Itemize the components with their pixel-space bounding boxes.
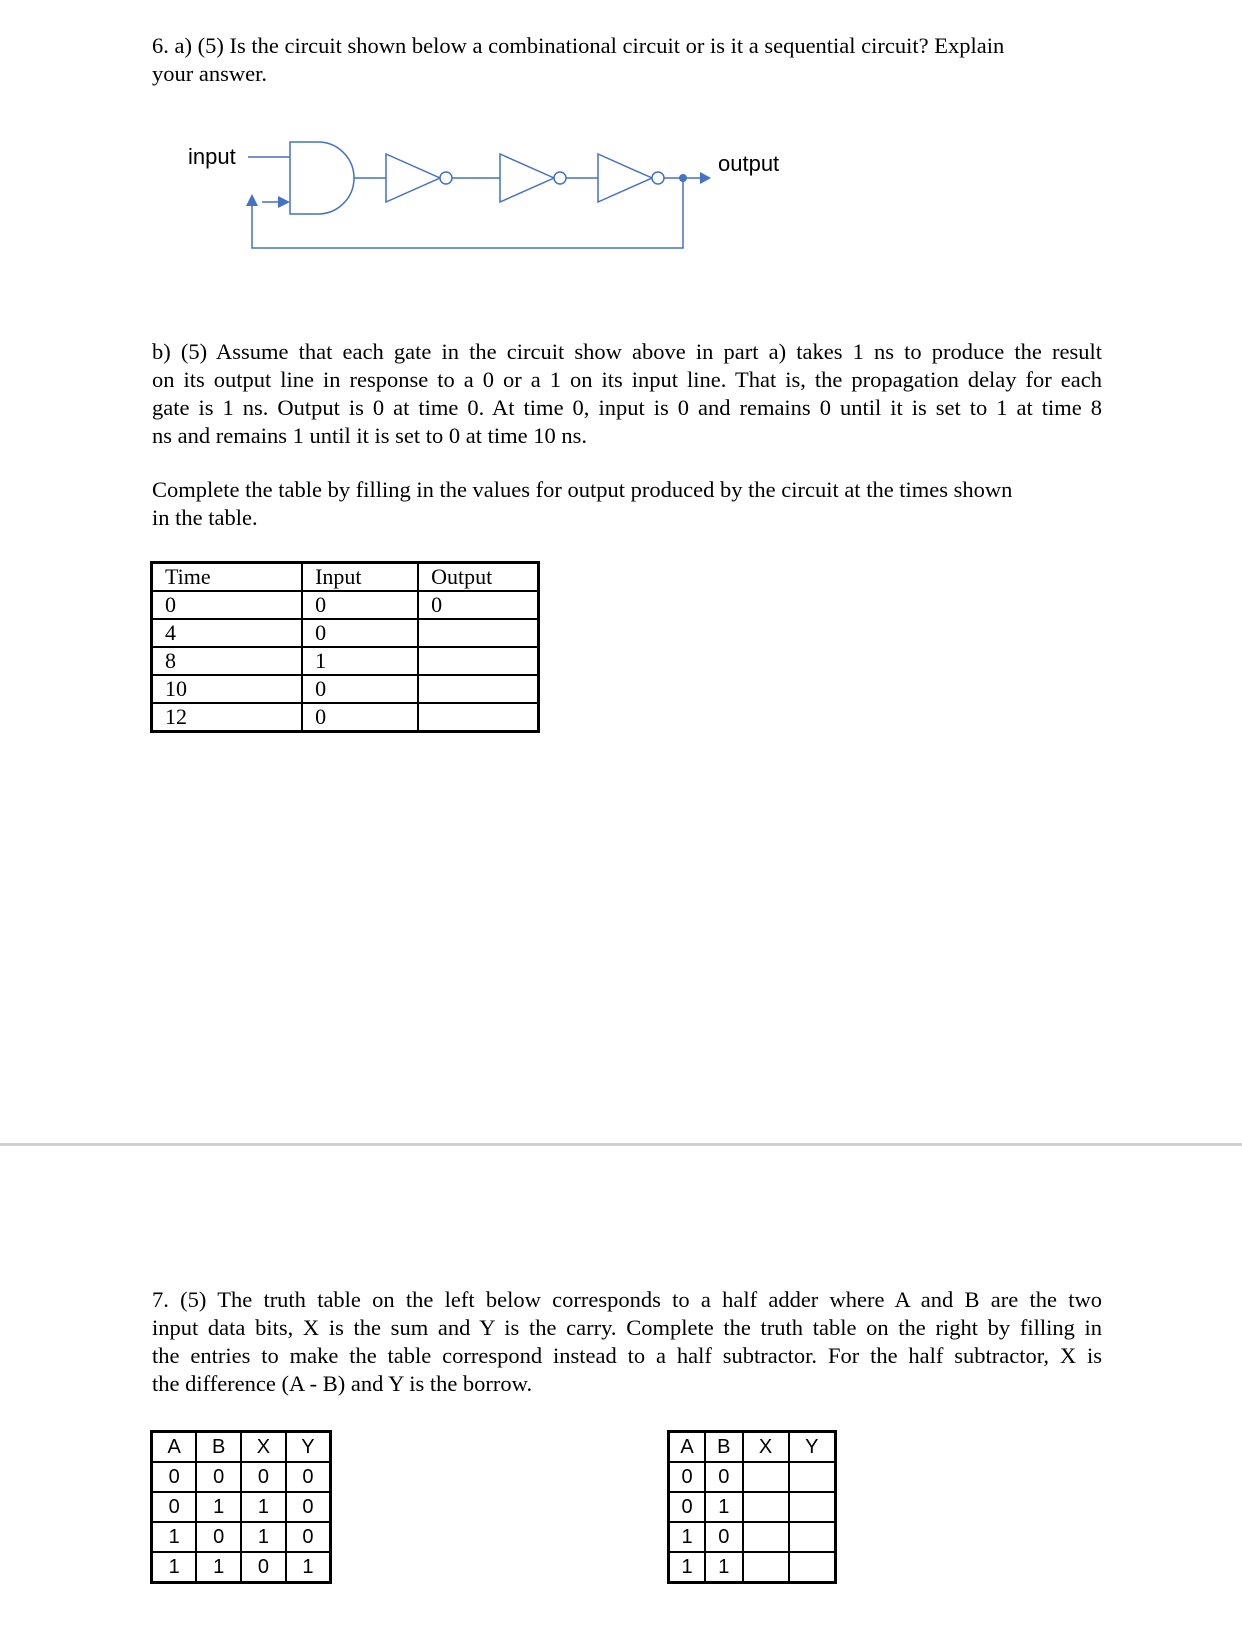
and-gate (290, 142, 354, 214)
table-header-row (152, 1432, 331, 1463)
header-time: Time (152, 563, 303, 592)
q6b-line-3: gate is 1 ns. Output is 0 at time 0. At time 0, input is 0 and remains 0 until it is set to 1 at time 8 (152, 395, 1102, 420)
y-cell: 0 (286, 1492, 331, 1522)
input-cell: 0 (302, 675, 418, 703)
x-cell[interactable] (743, 1462, 789, 1492)
table-row (152, 647, 539, 675)
x-cell[interactable] (743, 1552, 789, 1583)
y-cell[interactable] (789, 1552, 836, 1583)
not-gate-3 (598, 154, 664, 202)
a-cell: 0 (152, 1492, 197, 1522)
y-cell[interactable] (789, 1522, 836, 1552)
table-row (152, 675, 539, 703)
table-row (669, 1462, 836, 1492)
y-cell[interactable] (789, 1462, 836, 1492)
feedback-arrow-up-icon (246, 194, 258, 206)
page-divider (0, 1143, 1242, 1146)
header-b: B (705, 1432, 743, 1463)
x-cell: 0 (241, 1462, 286, 1492)
header-output: Output (418, 563, 538, 592)
output-cell[interactable] (418, 675, 538, 703)
q6a-line-2: your answer. (152, 61, 267, 86)
x-cell: 1 (241, 1492, 286, 1522)
output-cell[interactable]: 0 (418, 591, 538, 619)
b-cell: 1 (705, 1492, 743, 1522)
b-cell: 0 (196, 1522, 241, 1552)
table-row (152, 619, 539, 647)
q6b-text (152, 338, 1102, 450)
time-cell: 0 (152, 591, 303, 619)
input-cell: 0 (302, 703, 418, 732)
a-cell: 1 (152, 1522, 197, 1552)
y-cell[interactable] (789, 1492, 836, 1522)
x-cell: 0 (241, 1552, 286, 1583)
not-gate-2 (500, 154, 566, 202)
half-subtractor-table (667, 1430, 837, 1584)
time-cell: 10 (152, 675, 303, 703)
output-cell[interactable] (418, 647, 538, 675)
feedback-arrow-right-icon (278, 196, 290, 208)
b-cell: 1 (196, 1552, 241, 1583)
q6b-line-1: b) (5) Assume that each gate in the circuit show above in part a) takes 1 ns to produce the result (152, 339, 1102, 364)
timing-table (150, 561, 540, 733)
table-row (152, 703, 539, 732)
header-a: A (152, 1432, 197, 1463)
q7-text (152, 1286, 1102, 1398)
y-cell: 0 (286, 1462, 331, 1492)
b-cell: 1 (196, 1492, 241, 1522)
table-row (152, 1492, 331, 1522)
q6-complete-text (152, 476, 1102, 532)
y-cell: 1 (286, 1552, 331, 1583)
table-row (669, 1522, 836, 1552)
table-row (152, 591, 539, 619)
table-row (669, 1552, 836, 1583)
output-cell[interactable] (418, 703, 538, 732)
table-header-row (152, 563, 539, 592)
header-y: Y (789, 1432, 836, 1463)
header-input: Input (302, 563, 418, 592)
header-x: X (743, 1432, 789, 1463)
output-cell[interactable] (418, 619, 538, 647)
b-cell: 1 (705, 1552, 743, 1583)
table-row (669, 1492, 836, 1522)
input-cell: 0 (302, 591, 418, 619)
q7-line-4: the difference (A - B) and Y is the borrow. (152, 1371, 533, 1396)
junction-dot (679, 174, 687, 182)
input-cell: 1 (302, 647, 418, 675)
y-cell: 0 (286, 1522, 331, 1552)
q6a-text (152, 32, 1102, 88)
header-y: Y (286, 1432, 331, 1463)
half-adder-table (150, 1430, 332, 1584)
q6b-line-2: on its output line in response to a 0 or a 1 on its input line. That is, the propagation delay for each (152, 367, 1102, 392)
a-cell: 1 (152, 1552, 197, 1583)
x-cell[interactable] (743, 1522, 789, 1552)
header-x: X (241, 1432, 286, 1463)
output-label: output (718, 151, 780, 176)
table-row (152, 1522, 331, 1552)
a-cell: 1 (669, 1522, 706, 1552)
x-cell: 1 (241, 1522, 286, 1552)
a-cell: 0 (152, 1462, 197, 1492)
input-label: input (188, 144, 236, 169)
q6a-line-1: 6. a) (5) Is the circuit shown below a combinational circuit or is it a sequential circuit? Explain (152, 33, 1005, 58)
b-cell: 0 (705, 1462, 743, 1492)
table-header-row (669, 1432, 836, 1463)
b-cell: 0 (196, 1462, 241, 1492)
complete-line-2: in the table. (152, 505, 258, 530)
time-cell: 12 (152, 703, 303, 732)
header-b: B (196, 1432, 241, 1463)
header-a: A (669, 1432, 706, 1463)
time-cell: 4 (152, 619, 303, 647)
q7-line-1: 7. (5) The truth table on the left below corresponds to a half adder where A and B are the two (152, 1287, 1102, 1312)
complete-line-1: Complete the table by filling in the values for output produced by the circuit at the times shown (152, 477, 1013, 502)
b-cell: 0 (705, 1522, 743, 1552)
q7-line-3: the entries to make the table correspond instead to a half subtractor. For the half subtractor, X is (152, 1343, 1102, 1368)
a-cell: 0 (669, 1462, 706, 1492)
a-cell: 0 (669, 1492, 706, 1522)
time-cell: 8 (152, 647, 303, 675)
input-cell: 0 (302, 619, 418, 647)
table-row (152, 1462, 331, 1492)
q6b-line-4: ns and remains 1 until it is set to 0 at time 10 ns. (152, 423, 587, 448)
output-arrow-icon (700, 172, 711, 184)
a-cell: 1 (669, 1552, 706, 1583)
table-row (152, 1552, 331, 1583)
q7-line-2: input data bits, X is the sum and Y is the carry. Complete the truth table on the right by filling in (152, 1315, 1102, 1340)
not-gate-1 (386, 154, 452, 202)
x-cell[interactable] (743, 1492, 789, 1522)
